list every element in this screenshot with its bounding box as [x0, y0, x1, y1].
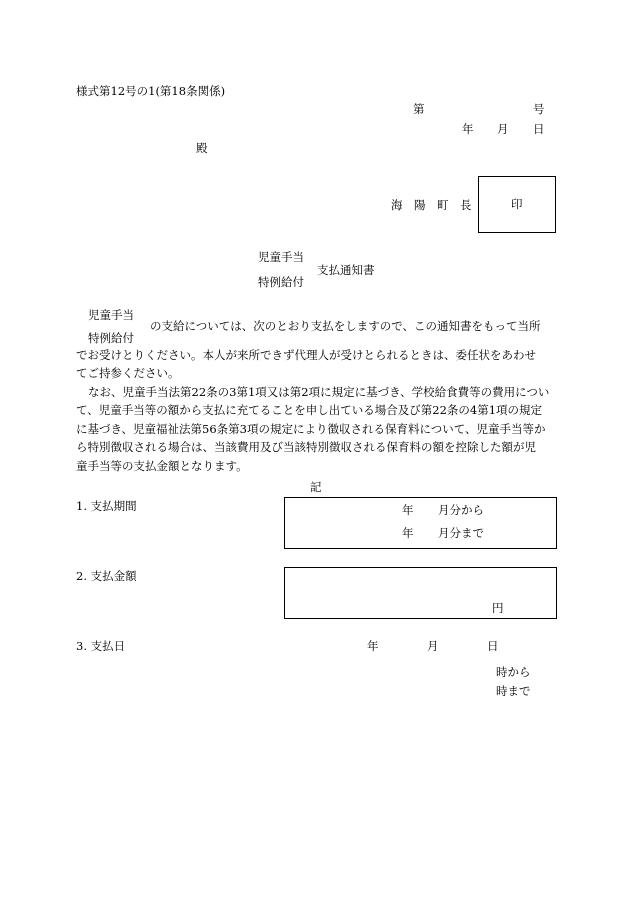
body-allowance-1: 児童手当 — [88, 308, 134, 322]
amount-unit: 円 — [492, 601, 504, 615]
date-year: 年 — [462, 122, 474, 136]
seal-label: 印 — [511, 197, 523, 211]
period-year-1: 年 — [402, 503, 414, 517]
body-line-3: てご持参ください。 — [76, 366, 180, 380]
issuer-title: 海 陽 町 長 — [391, 198, 472, 212]
amount-label: 2. 支払金額 — [76, 569, 137, 583]
title-allowance-2: 特例給付 — [258, 275, 304, 289]
recipient-tono: 殿 — [196, 141, 208, 155]
pay-date-month: 月 — [427, 639, 439, 653]
ki-label: 記 — [310, 480, 322, 494]
body-line-7: ら特別徴収される場合は、当該費用及び当該特別徴収される保育料の額を控除した額が児 — [76, 440, 536, 454]
body-line-8: 童手当等の支払金額となります。 — [76, 459, 248, 473]
seal-box — [478, 176, 556, 233]
form-number: 様式第12号の1(第18条関係) — [76, 84, 226, 98]
body-line-6: に基づき、児童福祉法第56条第3項の規定により徴収される保育料について、児童手当等か — [76, 422, 546, 436]
date-label: 3. 支払日 — [76, 639, 126, 653]
period-to: 月分まで — [438, 526, 484, 540]
time-from: 時から — [496, 665, 531, 679]
title-allowance-1: 児童手当 — [258, 250, 304, 264]
period-from: 月分から — [438, 503, 484, 517]
period-label: 1. 支払期間 — [76, 499, 137, 513]
body-line-5: て、児童手当等の額から支払に充てることを申し出ている場合及び第22条の4第1項の規定 — [76, 403, 543, 417]
number-dai: 第 — [413, 102, 425, 116]
date-day: 日 — [533, 122, 545, 136]
number-go: 号 — [533, 102, 545, 116]
body-line-4: なお、児童手当法第22条の3第1項又は第2項に規定に基づき、学校給食費等の費用につい — [88, 385, 550, 399]
time-to: 時まで — [496, 684, 531, 698]
body-allowance-2: 特例給付 — [88, 331, 134, 345]
pay-date-day: 日 — [487, 639, 499, 653]
body-line-1: の支給については、次のとおり支払をしますので、この通知書をもって当所 — [150, 319, 541, 333]
title-suffix: 支払通知書 — [317, 263, 375, 277]
period-box — [284, 497, 557, 549]
amount-box — [284, 567, 557, 619]
pay-date-year: 年 — [367, 639, 379, 653]
body-line-2: でお受けとりください。本人が来所できず代理人が受けとられるときは、委任状をあわせ — [76, 348, 536, 362]
date-month: 月 — [497, 122, 509, 136]
period-year-2: 年 — [402, 526, 414, 540]
